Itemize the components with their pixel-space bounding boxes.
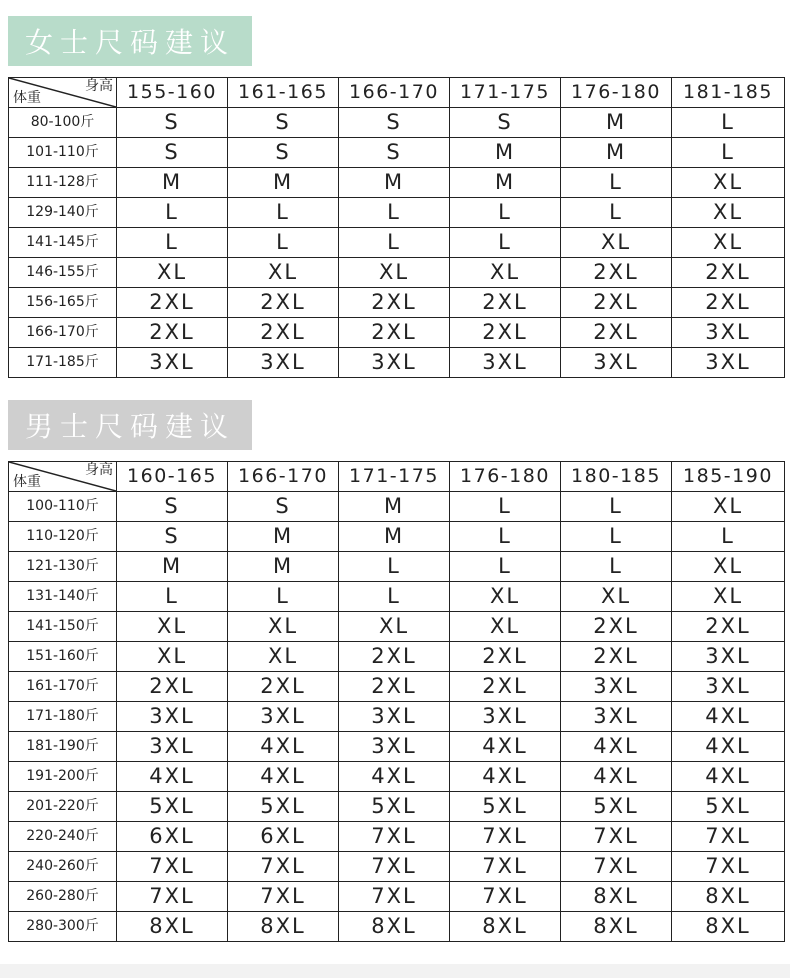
- height-header: 171-175: [450, 78, 561, 108]
- size-cell: L: [339, 582, 450, 612]
- size-cell: L: [228, 582, 339, 612]
- weight-label: 161-170斤: [9, 672, 117, 702]
- corner-weight-label: 体重: [13, 90, 41, 106]
- size-cell: L: [450, 552, 561, 582]
- size-cell: 8XL: [339, 912, 450, 942]
- table-row: [9, 702, 785, 732]
- size-cell: XL: [672, 168, 785, 198]
- size-cell: 3XL: [450, 348, 561, 378]
- weight-label: 260-280斤: [9, 882, 117, 912]
- size-cell: L: [339, 552, 450, 582]
- weight-label: 171-185斤: [9, 348, 117, 378]
- corner-height-label: 身高: [85, 78, 113, 94]
- table-row: [9, 882, 785, 912]
- size-cell: S: [117, 138, 228, 168]
- size-cell: L: [450, 492, 561, 522]
- size-cell: 3XL: [117, 702, 228, 732]
- size-cell: 3XL: [228, 702, 339, 732]
- table-row: [9, 258, 785, 288]
- women-size-title: 女士尺码建议: [8, 16, 252, 66]
- size-cell: 3XL: [228, 348, 339, 378]
- size-cell: 3XL: [117, 348, 228, 378]
- size-cell: 5XL: [672, 792, 785, 822]
- size-cell: L: [561, 492, 672, 522]
- size-cell: 4XL: [672, 702, 785, 732]
- size-cell: L: [117, 582, 228, 612]
- weight-label: 111-128斤: [9, 168, 117, 198]
- size-cell: 2XL: [450, 318, 561, 348]
- weight-label: 146-155斤: [9, 258, 117, 288]
- size-cell: 4XL: [228, 762, 339, 792]
- size-cell: 2XL: [117, 318, 228, 348]
- size-cell: 5XL: [228, 792, 339, 822]
- table-row: [9, 732, 785, 762]
- size-cell: L: [117, 198, 228, 228]
- size-cell: S: [117, 492, 228, 522]
- size-cell: L: [450, 522, 561, 552]
- size-cell: 7XL: [561, 852, 672, 882]
- size-cell: 7XL: [450, 882, 561, 912]
- height-header: 171-175: [339, 462, 450, 492]
- size-cell: 4XL: [450, 762, 561, 792]
- size-cell: 4XL: [450, 732, 561, 762]
- size-cell: 2XL: [450, 672, 561, 702]
- size-cell: XL: [672, 198, 785, 228]
- height-header: 176-180: [561, 78, 672, 108]
- men-size-title: 男士尺码建议: [8, 400, 252, 450]
- weight-label: 101-110斤: [9, 138, 117, 168]
- size-cell: XL: [117, 612, 228, 642]
- size-cell: 2XL: [561, 258, 672, 288]
- size-cell: XL: [672, 552, 785, 582]
- height-header: 160-165: [117, 462, 228, 492]
- size-cell: M: [450, 168, 561, 198]
- weight-label: 171-180斤: [9, 702, 117, 732]
- size-cell: 2XL: [561, 318, 672, 348]
- weight-label: 80-100斤: [9, 108, 117, 138]
- size-cell: 7XL: [672, 822, 785, 852]
- weight-label: 220-240斤: [9, 822, 117, 852]
- height-header: 166-170: [339, 78, 450, 108]
- size-cell: 5XL: [450, 792, 561, 822]
- size-cell: S: [339, 108, 450, 138]
- size-cell: 7XL: [450, 852, 561, 882]
- size-cell: L: [450, 228, 561, 258]
- size-cell: 2XL: [339, 642, 450, 672]
- size-cell: XL: [672, 582, 785, 612]
- size-cell: M: [339, 168, 450, 198]
- size-cell: 6XL: [117, 822, 228, 852]
- size-cell: 3XL: [339, 348, 450, 378]
- height-header: 166-170: [228, 462, 339, 492]
- size-cell: XL: [228, 612, 339, 642]
- size-cell: 8XL: [228, 912, 339, 942]
- table-row: [9, 318, 785, 348]
- size-cell: 3XL: [561, 672, 672, 702]
- size-cell: M: [228, 168, 339, 198]
- table-row: [9, 348, 785, 378]
- header-row: [9, 462, 785, 492]
- table-row: [9, 228, 785, 258]
- corner-cell: [9, 462, 117, 492]
- size-cell: XL: [117, 642, 228, 672]
- size-cell: 4XL: [117, 762, 228, 792]
- size-cell: 2XL: [450, 288, 561, 318]
- size-cell: 7XL: [117, 852, 228, 882]
- corner-cell: [9, 78, 117, 108]
- size-cell: M: [339, 522, 450, 552]
- size-cell: 2XL: [117, 672, 228, 702]
- size-cell: 2XL: [228, 672, 339, 702]
- size-cell: 2XL: [117, 288, 228, 318]
- size-cell: XL: [228, 642, 339, 672]
- weight-label: 280-300斤: [9, 912, 117, 942]
- size-cell: L: [450, 198, 561, 228]
- size-cell: 7XL: [561, 822, 672, 852]
- weight-label: 141-145斤: [9, 228, 117, 258]
- men-size-table: [8, 461, 785, 942]
- size-cell: 3XL: [117, 732, 228, 762]
- table-row: [9, 288, 785, 318]
- size-cell: 5XL: [339, 792, 450, 822]
- size-cell: 5XL: [117, 792, 228, 822]
- size-cell: XL: [672, 228, 785, 258]
- size-cell: 8XL: [117, 912, 228, 942]
- size-cell: M: [228, 522, 339, 552]
- size-cell: M: [228, 552, 339, 582]
- size-cell: 7XL: [117, 882, 228, 912]
- size-cell: 8XL: [450, 912, 561, 942]
- size-cell: 8XL: [672, 912, 785, 942]
- size-cell: S: [117, 522, 228, 552]
- bottom-strip: [0, 964, 790, 978]
- weight-label: 110-120斤: [9, 522, 117, 552]
- height-header: 180-185: [561, 462, 672, 492]
- height-header: 155-160: [117, 78, 228, 108]
- size-cell: 7XL: [228, 852, 339, 882]
- height-header: 185-190: [672, 462, 785, 492]
- size-cell: 4XL: [339, 762, 450, 792]
- weight-label: 151-160斤: [9, 642, 117, 672]
- size-cell: 2XL: [561, 612, 672, 642]
- size-cell: XL: [561, 228, 672, 258]
- size-cell: L: [561, 168, 672, 198]
- size-cell: 3XL: [672, 318, 785, 348]
- size-cell: 2XL: [672, 288, 785, 318]
- table-row: [9, 522, 785, 552]
- size-cell: XL: [117, 258, 228, 288]
- weight-label: 181-190斤: [9, 732, 117, 762]
- size-cell: XL: [561, 582, 672, 612]
- size-cell: L: [339, 228, 450, 258]
- height-header: 181-185: [672, 78, 785, 108]
- size-cell: 7XL: [339, 882, 450, 912]
- size-cell: L: [672, 108, 785, 138]
- height-header: 176-180: [450, 462, 561, 492]
- table-row: [9, 672, 785, 702]
- table-row: [9, 852, 785, 882]
- size-cell: S: [450, 108, 561, 138]
- weight-label: 166-170斤: [9, 318, 117, 348]
- size-cell: 7XL: [339, 822, 450, 852]
- size-cell: M: [117, 552, 228, 582]
- size-cell: 8XL: [672, 882, 785, 912]
- size-cell: 8XL: [561, 912, 672, 942]
- size-cell: 4XL: [561, 732, 672, 762]
- size-cell: S: [228, 108, 339, 138]
- size-cell: M: [561, 138, 672, 168]
- size-cell: L: [672, 522, 785, 552]
- size-cell: L: [561, 198, 672, 228]
- table-row: [9, 612, 785, 642]
- size-cell: L: [228, 198, 339, 228]
- size-cell: XL: [450, 582, 561, 612]
- size-cell: 2XL: [450, 642, 561, 672]
- size-cell: 7XL: [339, 852, 450, 882]
- size-cell: 3XL: [561, 702, 672, 732]
- size-cell: 4XL: [228, 732, 339, 762]
- size-cell: L: [228, 228, 339, 258]
- size-cell: 5XL: [561, 792, 672, 822]
- size-cell: 2XL: [339, 288, 450, 318]
- weight-label: 131-140斤: [9, 582, 117, 612]
- size-cell: 3XL: [672, 642, 785, 672]
- weight-label: 100-110斤: [9, 492, 117, 522]
- size-cell: 3XL: [672, 672, 785, 702]
- table-row: [9, 912, 785, 942]
- size-cell: 3XL: [672, 348, 785, 378]
- size-cell: XL: [672, 492, 785, 522]
- size-cell: 3XL: [561, 348, 672, 378]
- header-row: [9, 78, 785, 108]
- weight-label: 121-130斤: [9, 552, 117, 582]
- size-cell: 2XL: [339, 318, 450, 348]
- table-row: [9, 138, 785, 168]
- size-cell: 3XL: [339, 732, 450, 762]
- size-cell: 2XL: [672, 258, 785, 288]
- size-cell: 7XL: [228, 882, 339, 912]
- size-cell: 6XL: [228, 822, 339, 852]
- size-cell: M: [561, 108, 672, 138]
- size-cell: L: [561, 552, 672, 582]
- size-cell: M: [339, 492, 450, 522]
- table-row: [9, 642, 785, 672]
- size-cell: L: [117, 228, 228, 258]
- size-cell: 2XL: [339, 672, 450, 702]
- table-row: [9, 822, 785, 852]
- size-cell: 7XL: [672, 852, 785, 882]
- table-row: [9, 792, 785, 822]
- size-cell: 4XL: [672, 762, 785, 792]
- size-cell: L: [672, 138, 785, 168]
- size-cell: 3XL: [450, 702, 561, 732]
- table-row: [9, 582, 785, 612]
- size-cell: 3XL: [339, 702, 450, 732]
- size-cell: 2XL: [672, 612, 785, 642]
- weight-label: 240-260斤: [9, 852, 117, 882]
- table-row: [9, 552, 785, 582]
- weight-label: 191-200斤: [9, 762, 117, 792]
- size-cell: 2XL: [561, 288, 672, 318]
- size-cell: 2XL: [228, 288, 339, 318]
- table-row: [9, 168, 785, 198]
- size-cell: S: [339, 138, 450, 168]
- table-row: [9, 198, 785, 228]
- size-cell: 7XL: [450, 822, 561, 852]
- weight-label: 141-150斤: [9, 612, 117, 642]
- weight-label: 201-220斤: [9, 792, 117, 822]
- women-size-table: [8, 77, 785, 378]
- size-cell: 4XL: [672, 732, 785, 762]
- weight-label: 156-165斤: [9, 288, 117, 318]
- corner-height-label: 身高: [85, 462, 113, 478]
- size-cell: 2XL: [561, 642, 672, 672]
- size-cell: M: [117, 168, 228, 198]
- size-cell: XL: [450, 258, 561, 288]
- size-cell: XL: [228, 258, 339, 288]
- size-cell: S: [228, 492, 339, 522]
- table-row: [9, 108, 785, 138]
- size-cell: XL: [339, 612, 450, 642]
- table-row: [9, 762, 785, 792]
- corner-weight-label: 体重: [13, 474, 41, 490]
- size-cell: M: [450, 138, 561, 168]
- size-cell: S: [228, 138, 339, 168]
- weight-label: 129-140斤: [9, 198, 117, 228]
- size-cell: L: [339, 198, 450, 228]
- size-cell: S: [117, 108, 228, 138]
- size-cell: L: [561, 522, 672, 552]
- table-row: [9, 492, 785, 522]
- size-cell: 2XL: [228, 318, 339, 348]
- height-header: 161-165: [228, 78, 339, 108]
- size-cell: XL: [339, 258, 450, 288]
- size-cell: 4XL: [561, 762, 672, 792]
- size-cell: 8XL: [561, 882, 672, 912]
- size-cell: XL: [450, 612, 561, 642]
